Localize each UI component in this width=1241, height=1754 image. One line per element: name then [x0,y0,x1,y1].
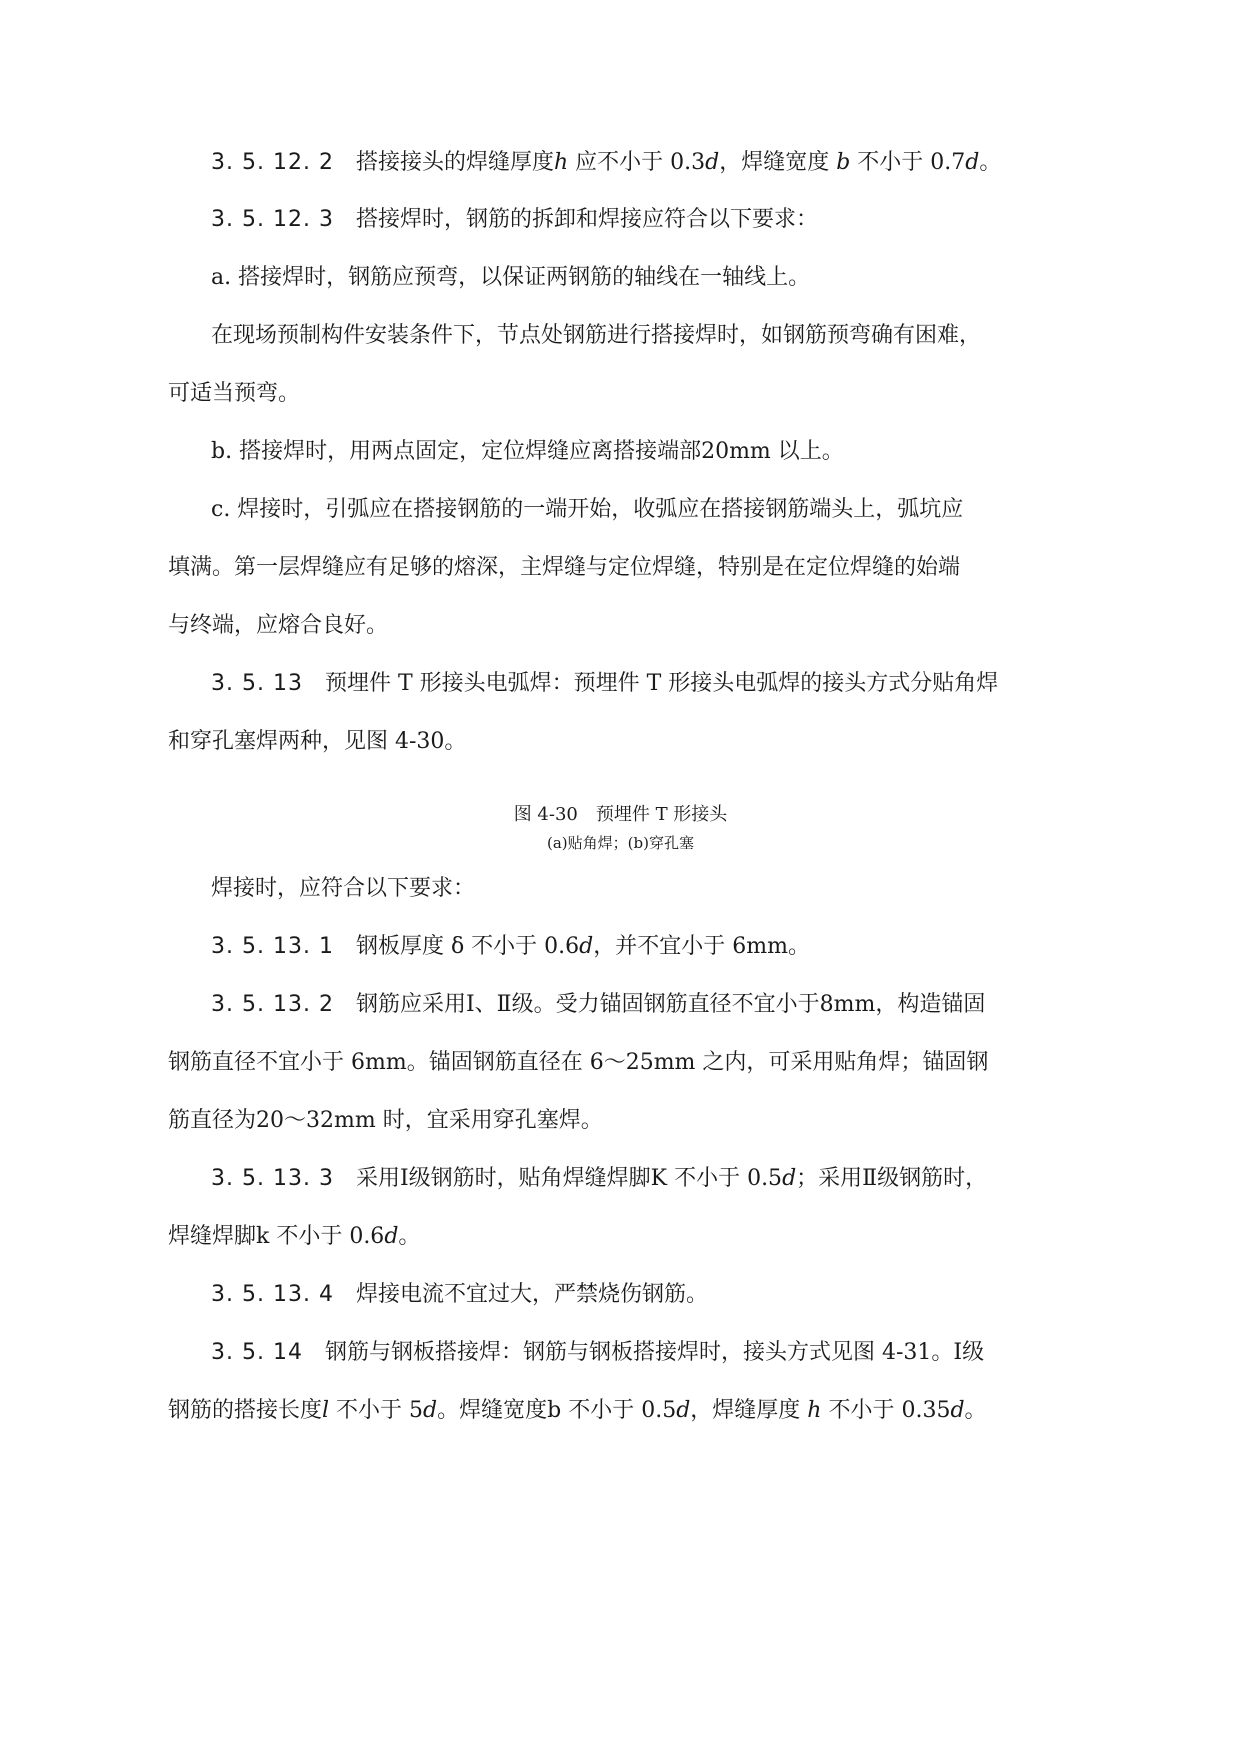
text-segment: 不小于 0.7 [850,150,966,175]
text-segment: 填满。第一层焊缝应有足够的熔深，主焊缝与定位焊缝，特别是在定位焊缝的始端 [168,555,961,580]
text-italic: d [965,150,980,175]
figure-caption-title: 图 4-30 预埋件 T 形接头 [513,804,728,825]
text-segment: 。 [964,1398,987,1423]
clause-number: 3. 5. 14 [211,1340,303,1365]
text-segment: ，焊缝宽度 [719,150,837,175]
text-segment: 搭接接头的焊缝厚度 [355,150,554,175]
text-italic: d [423,1398,438,1423]
paragraph-line [168,379,300,409]
text-segment: 。 [398,1224,421,1249]
text-segment: 。焊缝宽度b 不小于 0.5 [437,1398,677,1423]
text-segment: 不小于 0.35 [821,1398,951,1423]
clause-number: 3. 5. 12. 3 [211,207,334,232]
text-segment: ；采用Ⅱ级钢筋时， [796,1166,988,1191]
text-italic: h [553,150,569,175]
paragraph-line [168,553,960,583]
text-italic: d [705,150,720,175]
text-segment: 采用Ⅰ级钢筋时，贴角焊缝焊脚K 不小于 0.5 [355,1166,783,1191]
text-italic: l [322,1398,330,1423]
clause-number: 3. 5. 13. 3 [211,1166,334,1191]
para-3-5-13-1 [211,932,810,962]
para-3-5-13 [211,669,998,699]
text-italic: d [676,1398,691,1423]
paragraph-line [168,727,466,757]
text-segment: 应不小于 0.3 [568,150,706,175]
text-italic: d [782,1166,797,1191]
text-segment: 钢筋与钢板搭接焊：钢筋与钢板搭接焊时，接头方式见图 4-31。Ⅰ级 [324,1340,985,1365]
text-segment: 和穿孔塞焊两种，见图 4-30。 [168,729,467,754]
paragraph-line [168,1222,420,1252]
paragraph-line [211,874,475,904]
text-segment: 钢筋的搭接长度 [168,1398,323,1423]
text-segment: a. 搭接焊时，钢筋应预弯，以保证两钢筋的轴线在一轴线上。 [211,265,811,290]
item-b [211,437,844,467]
text-italic: d [579,934,594,959]
text-segment: 在现场预制构件安装条件下，节点处钢筋进行搭接焊时，如钢筋预弯确有困难， [211,323,982,348]
text-segment: 钢板厚度 δ 不小于 0.6 [355,934,580,959]
text-segment: 钢筋直径不宜小于 6mm。锚固钢筋直径在 6～25mm 之内，可采用贴角焊；锚固钢 [168,1050,989,1075]
paragraph-line [168,1106,603,1136]
paragraph-line [168,611,388,641]
text-italic: d [384,1224,399,1249]
text-segment: 钢筋应采用Ⅰ、Ⅱ级。受力锚固钢筋直径不宜小于8mm，构造锚固 [355,992,986,1017]
text-segment: 与终端，应熔合良好。 [168,613,389,638]
text-segment: c. 焊接时，引弧应在搭接钢筋的一端开始，收弧应在搭接钢筋端头上，弧坑应 [211,497,964,522]
clause-number: 3. 5. 13. 1 [211,934,334,959]
para-3-5-12-2 [211,148,1001,178]
text-segment: 。 [979,150,1002,175]
para-3-5-13-2 [211,990,985,1020]
para-3-5-12-3 [211,205,818,235]
text-segment: 焊缝焊脚k 不小于 0.6 [168,1224,385,1249]
text-italic: d [950,1398,965,1423]
clause-number: 3. 5. 12. 2 [211,150,334,175]
para-3-5-13-4 [211,1280,708,1310]
paragraph-line [168,1396,987,1426]
text-segment: 焊接时，应符合以下要求： [211,876,476,901]
para-3-5-13-3 [211,1164,987,1194]
item-c [211,495,963,525]
para-3-5-14 [211,1338,984,1368]
clause-number: 3. 5. 13 [211,671,303,696]
text-segment: ，焊缝厚度 [690,1398,808,1423]
text-italic: h [807,1398,822,1423]
text-segment: b. 搭接焊时，用两点固定，定位焊缝应离搭接端部20mm 以上。 [211,439,844,464]
item-a [211,263,810,293]
text-segment: ，并不宜小于 6mm。 [593,934,810,959]
text-segment: 不小于 5 [329,1398,424,1423]
text-segment: 焊接电流不宜过大，严禁烧伤钢筋。 [355,1282,708,1307]
figure-caption-subtitle: (a)贴角焊；(b)穿孔塞 [547,834,694,852]
clause-number: 3. 5. 13. 4 [211,1282,334,1307]
text-segment: 可适当预弯。 [168,381,301,406]
text-italic: b [836,150,851,175]
text-segment: 筋直径为20～32mm 时，宜采用穿孔塞焊。 [168,1108,603,1133]
clause-number: 3. 5. 13. 2 [211,992,334,1017]
text-segment: 预埋件 T 形接头电弧焊：预埋件 T 形接头电弧焊的接头方式分贴角焊 [324,671,999,696]
text-segment: 搭接焊时，钢筋的拆卸和焊接应符合以下要求： [355,207,818,232]
paragraph-line [168,1048,988,1078]
paragraph-line [211,321,981,351]
